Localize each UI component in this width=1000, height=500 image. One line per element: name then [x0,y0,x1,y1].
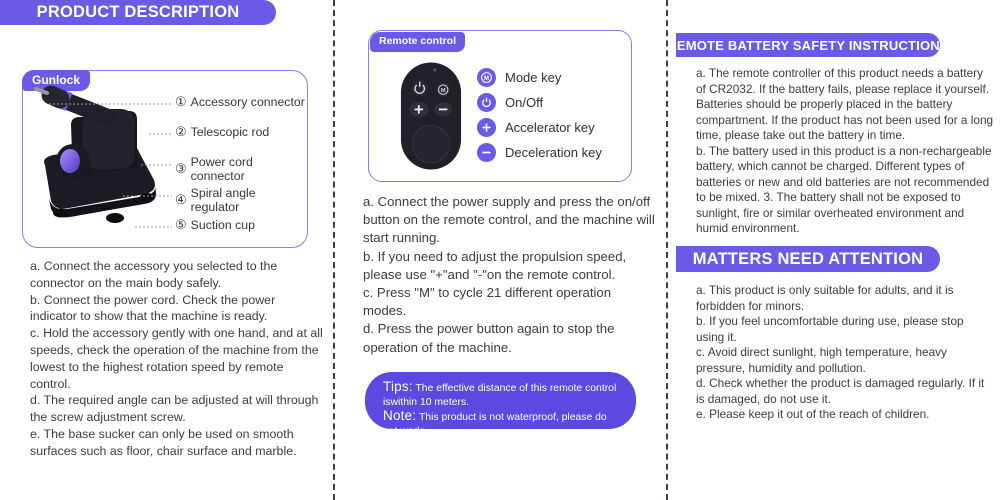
part-label-power-cord-connector: ③ Power cord connector [175,155,253,183]
tips-note-box [365,372,636,437]
matters-attention-header: MATTERS NEED ATTENTION [676,246,940,272]
product-steps [30,258,325,460]
svg-text:M: M [440,87,446,94]
step-c: c. Press "M" to cycle 21 different operation modes. [363,285,612,319]
note-label: Note: [383,408,417,423]
accelerator-key-icon [477,118,496,137]
attention-d: d. Check whether the product is damaged regularly. If it is damaged, do not use it. [696,376,985,406]
remote-led-icon [433,68,436,71]
step-d: d. Press the power button again to stop the operation of the machine. [363,321,615,355]
attention-a: a. This product is only suitable for adults, and it is forbidden for minors. [696,283,954,313]
step-e: e. The base sucker can only be used on smooth surfaces such as floor, chair surface and marble. [30,426,297,458]
remote-control-tag: Remote control [370,32,465,52]
legend-deceleration-key: Deceleration key [477,142,602,162]
note-text: This product is not waterproof, please do not wade. [383,412,607,437]
machine-body-icon [36,89,156,223]
gunlock-tag: Gunlock [22,70,90,91]
tips-text: The effective distance of this remote control iswithin 10 meters. [383,383,617,408]
part-label-accessory-connector: ① Accessory connector [175,94,305,109]
product-description-header: PRODUCT DESCRIPTION [0,0,276,25]
remote-steps [363,193,655,357]
step-c: c. Hold the accessory gently with one hand, and at all speeds, check the operation of the machine from the lowest to the highest rotation speed by remote control. [30,326,323,391]
step-d: d. The required angle can be adjusted at will through the screw adjustment screw. [30,393,319,425]
battery-paragraph-b: b. The battery used in this product is a non-rechargeable battery, which cannot be charged. Different types of batteries or new and old batteries are not recommended to be mixed. 3. The battery shall not be exposed to sunlight, fire or similar overheated environment and humid environment. [696,143,992,235]
part-number-icon: ② [175,124,187,139]
power-key-icon [477,93,496,112]
device-diagram-box [22,70,308,248]
remote-mode-button-icon [436,83,450,97]
step-a: a. Connect the power supply and press the on/off button on the remote control, and the machine will start running. [363,194,655,246]
battery-paragraph-a: a. The remote controller of this product needs a battery of CR2032. If the battery fails, please replace it yourself. Batteries should be properly placed in the battery compartment. If the product has not been used for a long time, please take out the battery in time. [696,66,994,142]
part-label-spiral-angle-regulator: ④ Spiral angle regulator [175,186,256,214]
attention-b: b. If you feel uncomfortable during use, please stop using it. [696,314,964,344]
battery-instructions-header: REMOTE BATTERY SAFETY INSTRUCTIONS [676,33,940,57]
part-label-telescopic-rod: ② Telescopic rod [175,124,270,139]
remote-plus-button-icon [409,102,429,117]
legend-power-key: On/Off [477,92,543,112]
step-b: b. If you need to adjust the propulsion speed, please use "+"and "-"on the remote control. [363,248,627,282]
remote-illustration [400,61,462,171]
remote-power-button-icon [412,80,428,96]
attention-c: c. Avoid direct sunlight, high temperature, heavy pressure, humidity and pollution. [696,345,947,375]
part-number-icon: ① [175,94,187,109]
legend-mode-key: M Mode key [477,67,561,87]
remote-minus-button-icon [434,102,452,116]
remote-control-box [368,30,632,182]
battery-instructions-text [696,66,995,237]
part-number-icon: ⑤ [175,217,187,232]
column-divider [333,0,335,500]
step-a: a. Connect the accessory you selected to the connector on the main body safely. [30,259,278,290]
svg-text:M: M [484,75,489,82]
mode-key-icon [477,68,496,87]
column-divider [666,0,668,500]
part-label-suction-cup: ⑤ Suction cup [175,217,255,232]
remote-bottom-circle-icon [412,125,450,163]
part-number-icon: ④ [175,192,187,207]
part-number-icon: ③ [175,161,187,176]
tips-label: Tips: [383,379,413,394]
step-b: b. Connect the power cord. Check the power indicator to show that the machine is ready. [30,292,276,324]
legend-accelerator-key: Accelerator key [477,117,595,137]
matters-attention-text [696,283,995,423]
deceleration-key-icon [477,143,496,162]
attention-e: e. Please keep it out of the reach of children. [696,407,930,421]
